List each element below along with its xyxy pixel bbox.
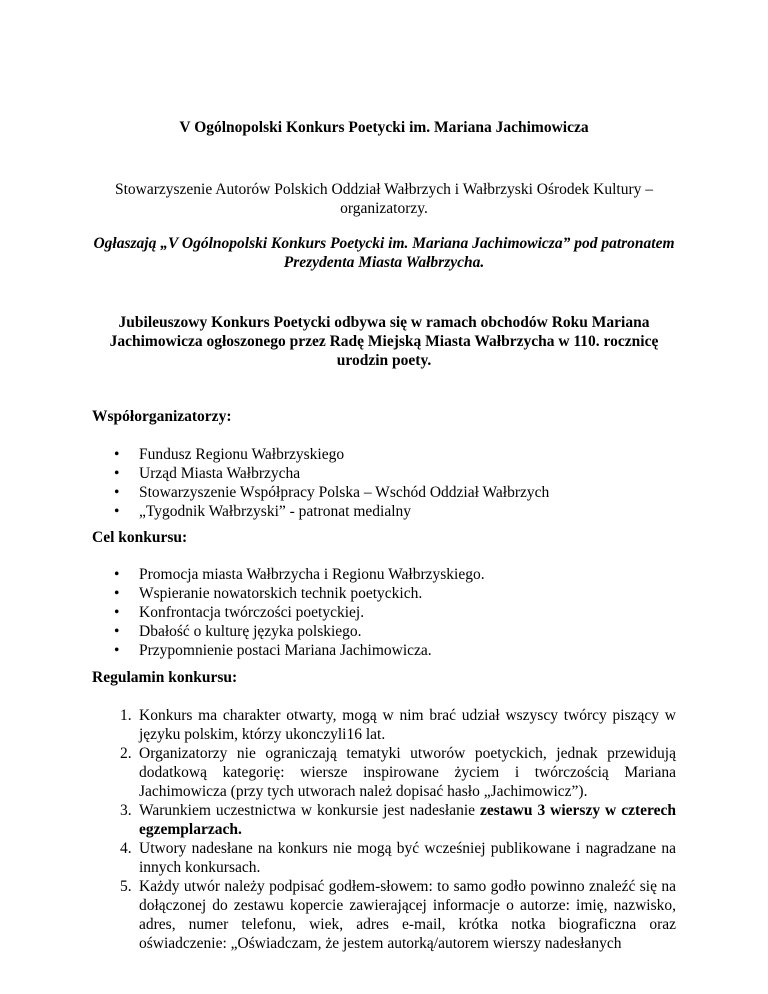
rule-item — [92, 801, 676, 839]
coorganizers-list — [92, 445, 676, 521]
rules-list — [92, 706, 676, 953]
list-item: • „Tygodnik Wałbrzyski” - patronat medialny — [114, 503, 411, 520]
coorganizers-heading: Współorganizatorzy: — [92, 408, 232, 425]
bullet-icon: • — [114, 623, 120, 640]
document-title: V Ogólnopolski Konkurs Poetycki im. Mariana Jachimowicza — [179, 119, 589, 136]
bullet-icon: • — [114, 465, 120, 482]
jubilee-paragraph: Jubileuszowy Konkurs Poetycki odbywa się w ramach obchodów Roku Mariana Jachimowicza ogłoszonego przez Radę Miejską Miasta Wałbrzycha w 110. rocznicę urodzin poety. — [109, 314, 659, 369]
bullet-icon: • — [114, 566, 120, 583]
bullet-icon: • — [114, 503, 120, 520]
bullet-icon: • — [114, 642, 120, 659]
rule-number: 4. — [120, 840, 132, 857]
organizers-paragraph: Stowarzyszenie Autorów Polskich Oddział Wałbrzych i Wałbrzyski Ośrodek Kultury – organizatorzy. — [114, 181, 654, 217]
goals-heading: Cel konkursu: — [92, 529, 188, 546]
list-item: • Stowarzyszenie Współpracy Polska – Wschód Oddział Wałbrzych — [114, 484, 550, 501]
list-item: • Przypomnienie postaci Mariana Jachimowicza. — [114, 642, 432, 659]
list-item: • Fundusz Regionu Wałbrzyskiego — [114, 446, 345, 463]
rule-text-bold: zestawu 3 wierszy w czterech egzemplarzach. — [139, 802, 676, 838]
list-item: • Wspieranie nowatorskich technik poetyckich. — [114, 585, 423, 602]
rule-text: Organizatorzy nie ograniczają tematyki utworów poetyckich, jednak przewidują dodatkową kategorię: wiersze inspirowane życiem i twórczością Mariana Jachimowicza (przy tych utworach należ dopisać hasło „Jachimowicz”). — [139, 745, 676, 800]
announcement-paragraph: Ogłaszają „V Ogólnopolski Konkurs Poetycki im. Mariana Jachimowicza” pod patronatem Prezydenta Miasta Wałbrzycha. — [93, 235, 675, 271]
goals-list — [92, 565, 676, 660]
rule-number: 5. — [120, 878, 132, 895]
rule-item — [92, 839, 676, 877]
rule-text: Każdy utwór należy podpisać godłem-słowem: to samo godło powinno znaleźć się na dołączonej do zestawu kopercie zawierającej informacje o autorze: imię, nazwisko, adres, numer telefonu, wiek, adres e-mail, krótka notka biograficzna oraz oświadczenie: „Oświadczam, że jestem autorką/autorem wierszy nadesłanych — [139, 878, 676, 952]
bullet-icon: • — [114, 604, 120, 621]
rule-item — [92, 706, 676, 744]
list-item: • Promocja miasta Wałbrzycha i Regionu Wałbrzyskiego. — [114, 566, 485, 583]
rule-number: 2. — [120, 745, 132, 762]
list-item: • Urząd Miasta Wałbrzycha — [114, 465, 301, 482]
rule-item — [92, 744, 676, 801]
rule-text: Konkurs ma charakter otwarty, mogą w nim brać udział wszyscy twórcy piszący w języku polskim, którzy ukonczyli16 lat. — [139, 707, 676, 743]
rule-text: Utwory nadesłane na konkurs nie mogą być wcześniej publikowane i nagradzane na innych konkursach. — [139, 840, 676, 876]
rules-heading: Regulamin konkursu: — [92, 669, 238, 686]
bullet-icon: • — [114, 484, 120, 501]
rule-text: Warunkiem uczestnictwa w konkursie jest nadesłanie — [139, 802, 480, 819]
bullet-icon: • — [114, 446, 120, 463]
rule-number: 3. — [120, 802, 132, 819]
rule-item — [92, 877, 676, 953]
list-item: • Dbałość o kulturę języka polskiego. — [114, 623, 362, 640]
rule-number: 1. — [120, 707, 132, 724]
list-item: • Konfrontacja twórczości poetyckiej. — [114, 604, 365, 621]
bullet-icon: • — [114, 585, 120, 602]
